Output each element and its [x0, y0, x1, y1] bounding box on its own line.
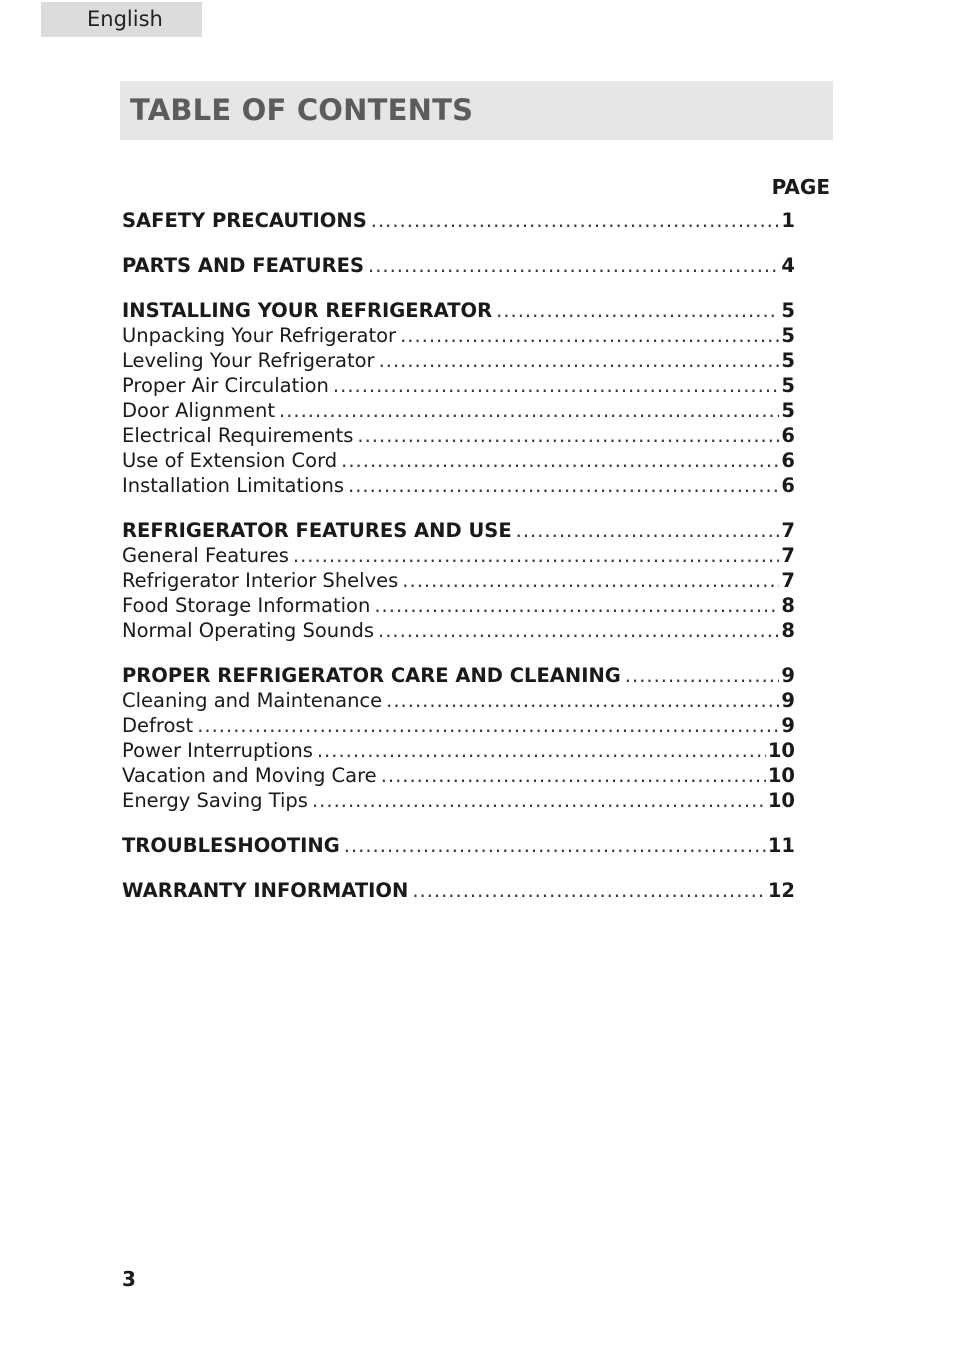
toc-entry-page: 7 [781, 544, 795, 567]
toc-entry-page: 6 [781, 449, 795, 472]
toc-entry-page: 7 [781, 569, 795, 592]
toc-section-heading[interactable] [122, 878, 795, 903]
toc-entry-page: 10 [767, 739, 795, 762]
dot-leader [368, 253, 779, 278]
dot-leader [348, 473, 779, 498]
toc-entry-page: 11 [767, 834, 795, 857]
toc-subentry[interactable] [122, 473, 795, 498]
dot-leader [341, 448, 779, 473]
dot-leader [293, 543, 780, 568]
toc-entry-label: WARRANTY INFORMATION [122, 879, 409, 902]
toc-entry-page: 4 [781, 254, 795, 277]
dot-leader [279, 398, 779, 423]
toc-subentry[interactable] [122, 423, 795, 448]
toc-entry-page: 1 [781, 209, 795, 232]
toc-entry-label: SAFETY PRECAUTIONS [122, 209, 367, 232]
dot-leader [402, 568, 779, 593]
toc-entry-label: Installation Limitations [122, 474, 345, 497]
toc-entry-page: 6 [781, 474, 795, 497]
toc-entry-page: 5 [781, 374, 795, 397]
dot-leader [374, 593, 779, 618]
toc-entry-label: Proper Air Circulation [122, 374, 329, 397]
toc-section-safety-precautions [122, 208, 795, 233]
toc-entry-page: 6 [781, 424, 795, 447]
toc-entry-label: INSTALLING YOUR REFRIGERATOR [122, 299, 493, 322]
dot-leader [378, 618, 779, 643]
toc-entry-page: 10 [767, 789, 795, 812]
toc-entry-page: 8 [781, 594, 795, 617]
toc-entry-page: 12 [767, 879, 795, 902]
toc-subentry[interactable] [122, 448, 795, 473]
dot-leader [412, 878, 766, 903]
dot-leader [496, 298, 779, 323]
toc-entry-page: 9 [781, 689, 795, 712]
toc-section-installing-your-refrigerator [122, 298, 795, 498]
toc-subentry[interactable] [122, 618, 795, 643]
toc-entry-label: Door Alignment [122, 399, 276, 422]
toc-section-heading[interactable] [122, 298, 795, 323]
page-number: 3 [122, 1267, 136, 1291]
toc-entry-label: TROUBLESHOOTING [122, 834, 340, 857]
toc-entry-page: 8 [781, 619, 795, 642]
toc-subentry[interactable] [122, 398, 795, 423]
toc-section-refrigerator-features-and-use [122, 518, 795, 643]
toc-section-troubleshooting [122, 833, 795, 858]
toc-entry-label: Unpacking Your Refrigerator [122, 324, 397, 347]
toc-entry-label: Electrical Requirements [122, 424, 354, 447]
toc-entry-page: 7 [781, 519, 795, 542]
toc-section-warranty-information [122, 878, 795, 903]
toc-section-parts-and-features [122, 253, 795, 278]
dot-leader [333, 373, 780, 398]
toc-subentry[interactable] [122, 593, 795, 618]
dot-leader [400, 323, 779, 348]
toc-subentry[interactable] [122, 713, 795, 738]
dot-leader [379, 348, 780, 373]
toc-subentry[interactable] [122, 543, 795, 568]
toc-entry-label: Normal Operating Sounds [122, 619, 375, 642]
toc-entry-page: 5 [781, 399, 795, 422]
dot-leader [386, 688, 779, 713]
page-title: TABLE OF CONTENTS [130, 93, 474, 127]
toc-entry-label: General Features [122, 544, 289, 567]
toc-entry-label: PROPER REFRIGERATOR CARE AND CLEANING [122, 664, 621, 687]
toc-entry-label: Cleaning and Maintenance [122, 689, 383, 712]
toc-section-heading[interactable] [122, 208, 795, 233]
toc-section-heading[interactable] [122, 663, 795, 688]
toc-entry-label: Use of Extension Cord [122, 449, 338, 472]
toc-subentry[interactable] [122, 323, 795, 348]
toc-section-heading[interactable] [122, 833, 795, 858]
dot-leader [371, 208, 780, 233]
toc-entry-label: REFRIGERATOR FEATURES AND USE [122, 519, 512, 542]
toc-entry-page: 9 [781, 714, 795, 737]
toc-entry-page: 5 [781, 299, 795, 322]
dot-leader [357, 423, 779, 448]
toc-entry-label: Power Interruptions [122, 739, 313, 762]
page-column-header: PAGE [771, 175, 830, 199]
toc-subentry[interactable] [122, 763, 795, 788]
dot-leader [312, 788, 766, 813]
toc-subentry[interactable] [122, 568, 795, 593]
toc-entry-page: 9 [781, 664, 795, 687]
toc-entry-page: 5 [781, 349, 795, 372]
toc-subentry[interactable] [122, 373, 795, 398]
toc-entry-label: Energy Saving Tips [122, 789, 308, 812]
toc-entry-page: 10 [767, 764, 795, 787]
toc-entry-page: 5 [781, 324, 795, 347]
title-banner [120, 81, 833, 140]
toc-subentry[interactable] [122, 738, 795, 763]
dot-leader [197, 713, 779, 738]
dot-leader [625, 663, 780, 688]
toc-section-proper-refrigerator-care-and-cleaning [122, 663, 795, 813]
dot-leader [317, 738, 766, 763]
toc-entry-label: PARTS AND FEATURES [122, 254, 364, 277]
toc-entry-label: Refrigerator Interior Shelves [122, 569, 399, 592]
toc-subentry[interactable] [122, 688, 795, 713]
toc-entry-label: Leveling Your Refrigerator [122, 349, 375, 372]
toc-section-heading[interactable] [122, 518, 795, 543]
language-tab: English [41, 2, 202, 37]
table-of-contents [122, 208, 795, 923]
toc-section-heading[interactable] [122, 253, 795, 278]
toc-subentry[interactable] [122, 788, 795, 813]
toc-entry-label: Vacation and Moving Care [122, 764, 377, 787]
dot-leader [344, 833, 766, 858]
dot-leader [381, 763, 766, 788]
toc-entry-label: Defrost [122, 714, 194, 737]
toc-entry-label: Food Storage Information [122, 594, 371, 617]
toc-subentry[interactable] [122, 348, 795, 373]
dot-leader [516, 518, 780, 543]
